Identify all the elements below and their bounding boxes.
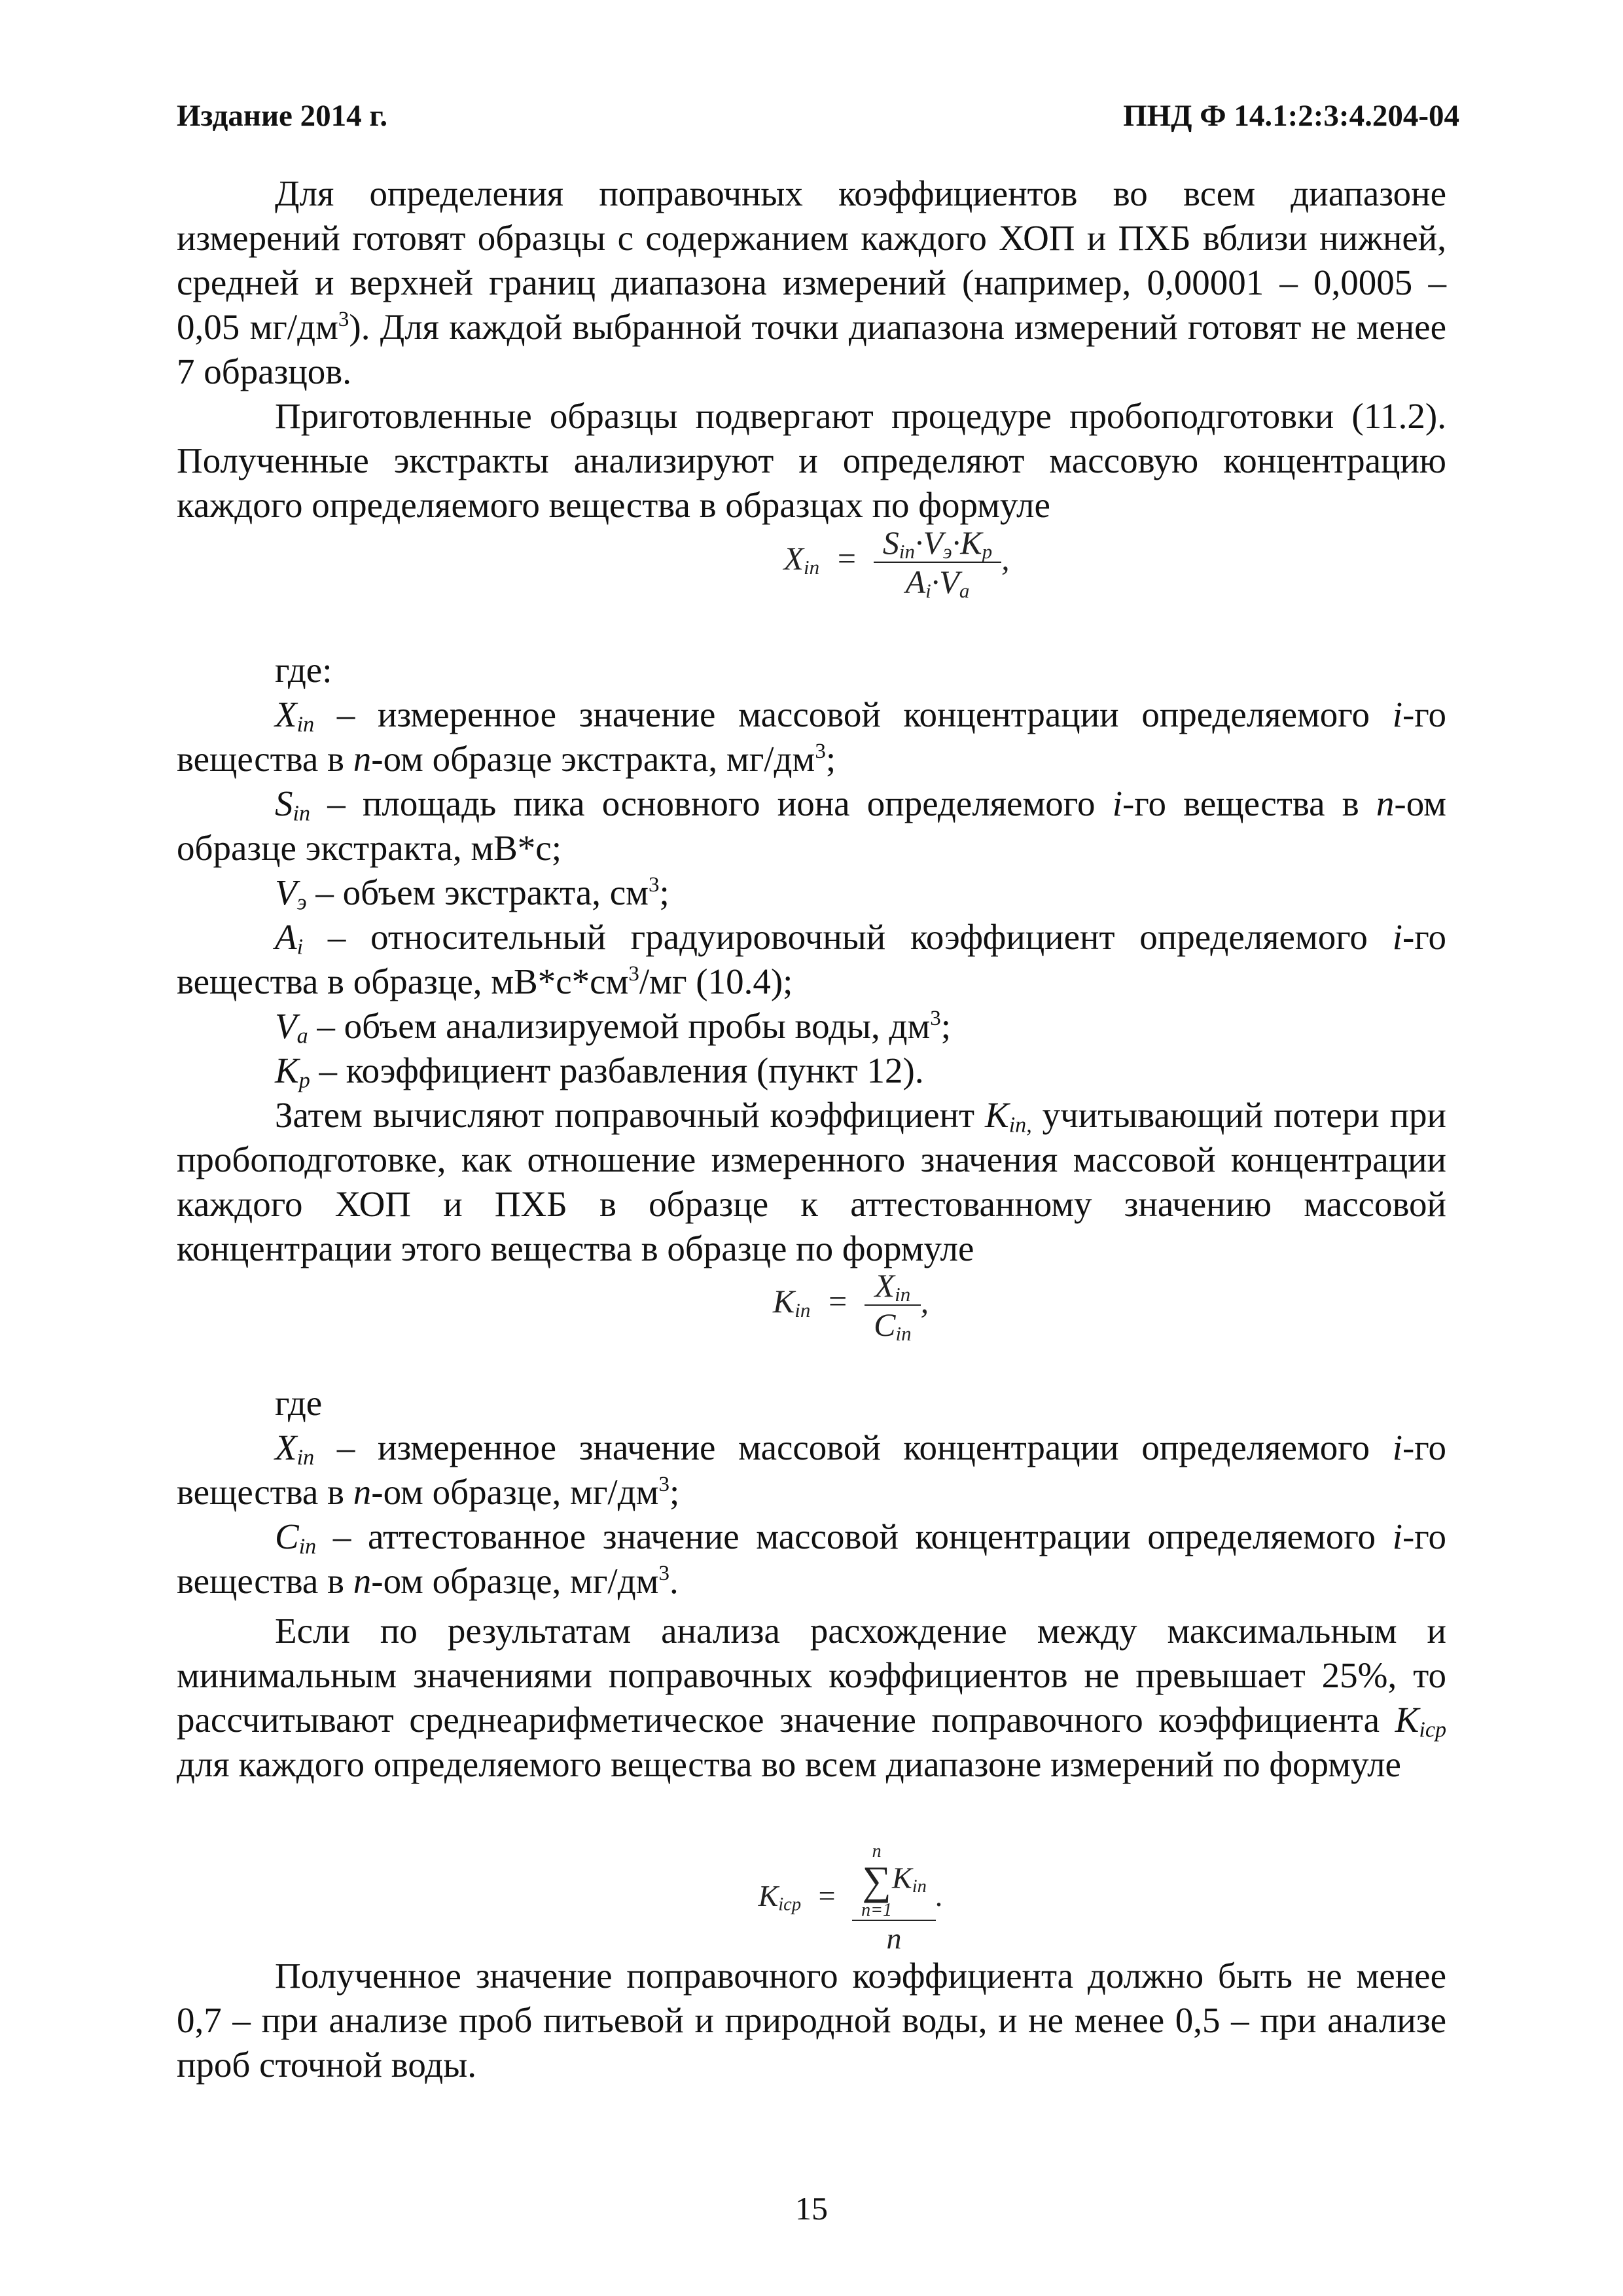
formula3-eq: = [816, 1879, 837, 1913]
formula3-denominator: n [886, 1922, 902, 1955]
def-xin-2: $X_{in}$ – измеренное значение массовой концентрации определяемого i-го вещества в n-ом образце, $мг/дм^3$; [177, 1427, 1446, 1512]
paragraph-mean-coef: Если по результатам анализа расхождение между максимальным и минимальным значениями поправочных коэффициентов не превышает 25%, то рассчитывают среднеарифметическое значение поправочного коэффициента $K_{icp}$ для каждого определяемого вещества во всем диапазоне измерений по формуле [177, 1611, 1446, 1784]
page-number: 15 [795, 2190, 828, 2227]
formula-xin [0, 524, 1623, 601]
formula1-lhs: $X_{in}$ [783, 540, 820, 579]
para1-text-b: ). Для каждой выбранной точки диапазона измерений готовят не менее 7 образцов. [177, 307, 1447, 391]
paragraph-min-values [177, 1954, 1446, 2087]
document-code-header: ПНД Ф 14.1:2:3:4.204-04 [1123, 99, 1459, 133]
formula1-fraction [874, 524, 1001, 601]
para1-sup: 3 [338, 308, 349, 332]
where-label-2: где [275, 1383, 323, 1423]
para5-text: Полученное значение поправочного коэффициента должно быть не менее 0,7 – при анализе проб питьевой и природной воды, и не менее 0,5 – при анализе проб сточной воды. [177, 1956, 1446, 2085]
formula-kicp [0, 1842, 1623, 1956]
definitions-block-1 [177, 648, 1446, 1271]
def-ve: $V_э$ – объем экстракта, $см^3$; [275, 872, 669, 915]
formula2-denominator: $C_{in}$ [874, 1306, 912, 1345]
formula1-denominator: $A_i\cdot V_a$ [905, 564, 970, 602]
definitions-block-2 [177, 1381, 1446, 1787]
def-xin: $X_{in}$ – измеренное значение массовой концентрации определяемого i-го вещества в n-ом образце экстракта, $мг/дм^3$; [177, 694, 1446, 779]
para2-text: Приготовленные образцы подвергают процедуре пробоподготовки (11.2). Полученные экстракты анализируют и определяют массовую концентрацию каждого определяемого вещества в образцах по формуле [177, 396, 1446, 525]
formula3-lhs: $K_{icp}$ [758, 1879, 802, 1915]
formula1-trail: , [1001, 540, 1010, 577]
def-cin: $C_{in}$ – аттестованное значение массовой концентрации определяемого i-го вещества в n-ом образце, $мг/дм^3$. [177, 1516, 1446, 1601]
formula3-numerator: n ∑ n=1 $K_{in}$ [852, 1842, 936, 1921]
formula1-eq: = [835, 540, 858, 577]
where-label-1: где: [275, 650, 332, 690]
formula2-lhs: $K_{in}$ [772, 1283, 811, 1322]
formula2-fraction [865, 1266, 920, 1344]
formula1-numerator: $S_{in}\cdot V_э\cdot K_p$ [874, 524, 1001, 563]
def-sin: $S_{in}$ – площадь пика основного иона определяемого i-го вещества в n-ом образце экстракта, мВ*с; [177, 783, 1446, 868]
formula-kin [0, 1266, 1623, 1344]
def-va: $V_a$ – объем анализируемой пробы воды, $дм^3$; [275, 1006, 952, 1049]
formula3-trail: . [935, 1879, 944, 1913]
paragraph-sample-prep [177, 394, 1446, 528]
paragraph-intro [177, 171, 1446, 394]
formula3-fraction [852, 1842, 936, 1956]
formula2-numerator: $X_{in}$ [865, 1266, 920, 1306]
def-kp: $K_p$ – коэффициент разбавления (пункт 12). [275, 1050, 924, 1093]
formula2-eq: = [826, 1283, 849, 1320]
formula2-trail: , [920, 1283, 929, 1320]
para1-text-a: Для определения поправочных коэффициентов во всем диапазоне измерений готовят образцы с содержанием каждого ХОП и ПХБ вблизи нижней, средней и верхней границ диапазона измерений (например, 0,00001 – 0,0005 – 0,05 мг/дм [177, 173, 1446, 347]
edition-header: Издание 2014 г. [177, 99, 388, 133]
paragraph-correction-coef: Затем вычисляют поправочный коэффициент $K_{in,}$ учитывающий потери при пробоподготовке, как отношение измеренного значения массовой концентрации каждого ХОП и ПХБ в образце к аттестованному значению массовой концентрации этого вещества в образце по формуле [177, 1095, 1446, 1268]
def-ai: $A_i$ – относительный градуировочный коэффициент определяемого i-го вещества в образце, $мВ*с*см^3/мг$ (10.4); [177, 917, 1446, 1001]
